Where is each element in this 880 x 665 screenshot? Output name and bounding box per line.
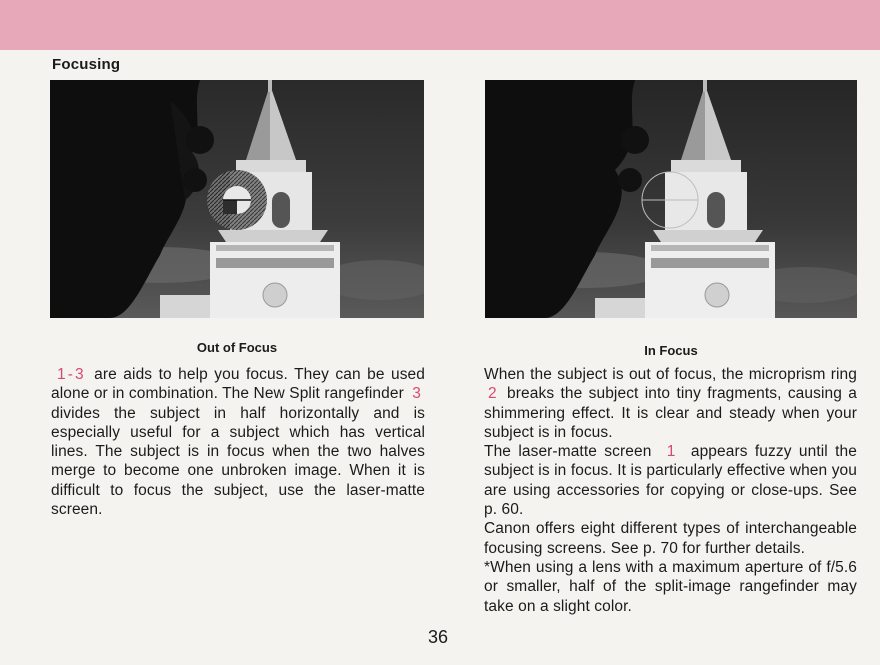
reference-range-separator: - — [67, 366, 73, 383]
aperture-note: *When using a lens with a maximum aperture of f/5.6 or smaller, half of the split-image rangefinder may take on a slight color. — [484, 558, 857, 615]
paragraph-text: are aids to help you focus. They can be used alone or in combination. The New Split rangefinder — [51, 366, 425, 403]
laser-matte-paragraph — [484, 442, 857, 519]
reference-number: 3 — [412, 385, 421, 403]
paragraph-text: breaks the subject into tiny fragments, causing a shimmering effect. It is clear and steady when your subject is in focus. — [484, 385, 857, 441]
focusing-aids-paragraph — [51, 365, 425, 519]
paragraph-text: When the subject is out of focus, the microprism ring — [484, 366, 857, 383]
reference-number: 3 — [75, 366, 84, 383]
reference-number: 1 — [57, 366, 66, 383]
page-number: 36 — [428, 627, 449, 647]
reference-number: 2 — [488, 385, 497, 403]
out-of-focus-caption: Out of Focus — [196, 340, 278, 355]
section-title: Focusing — [52, 56, 121, 73]
focus-screens-text — [484, 365, 857, 616]
interchangeable-screens-paragraph: Canon offers eight different types of interchangeable focusing screens. See p. 70 for further details. — [484, 520, 857, 557]
paragraph-text: The laser-matte screen — [484, 443, 652, 461]
header-band — [0, 0, 880, 50]
in-focus-photo — [485, 80, 857, 318]
paragraph-text: divides the subject in half horizontally and is especially useful for a subject which has vertical lines. The subject is in focus when the two halves merge to become one unbroken image. When it is difficult to focus the subject, use the laser-matte screen. — [51, 404, 425, 519]
paragraph-text: appears fuzzy until the subject is in focus. It is particularly effective when you are using accessories for copying or close-ups. See p. 60. — [484, 443, 857, 519]
reference-number: 1 — [666, 443, 676, 461]
microprism-paragraph — [484, 365, 857, 442]
in-focus-caption: In Focus — [644, 343, 698, 358]
out-of-focus-photo — [50, 80, 424, 318]
